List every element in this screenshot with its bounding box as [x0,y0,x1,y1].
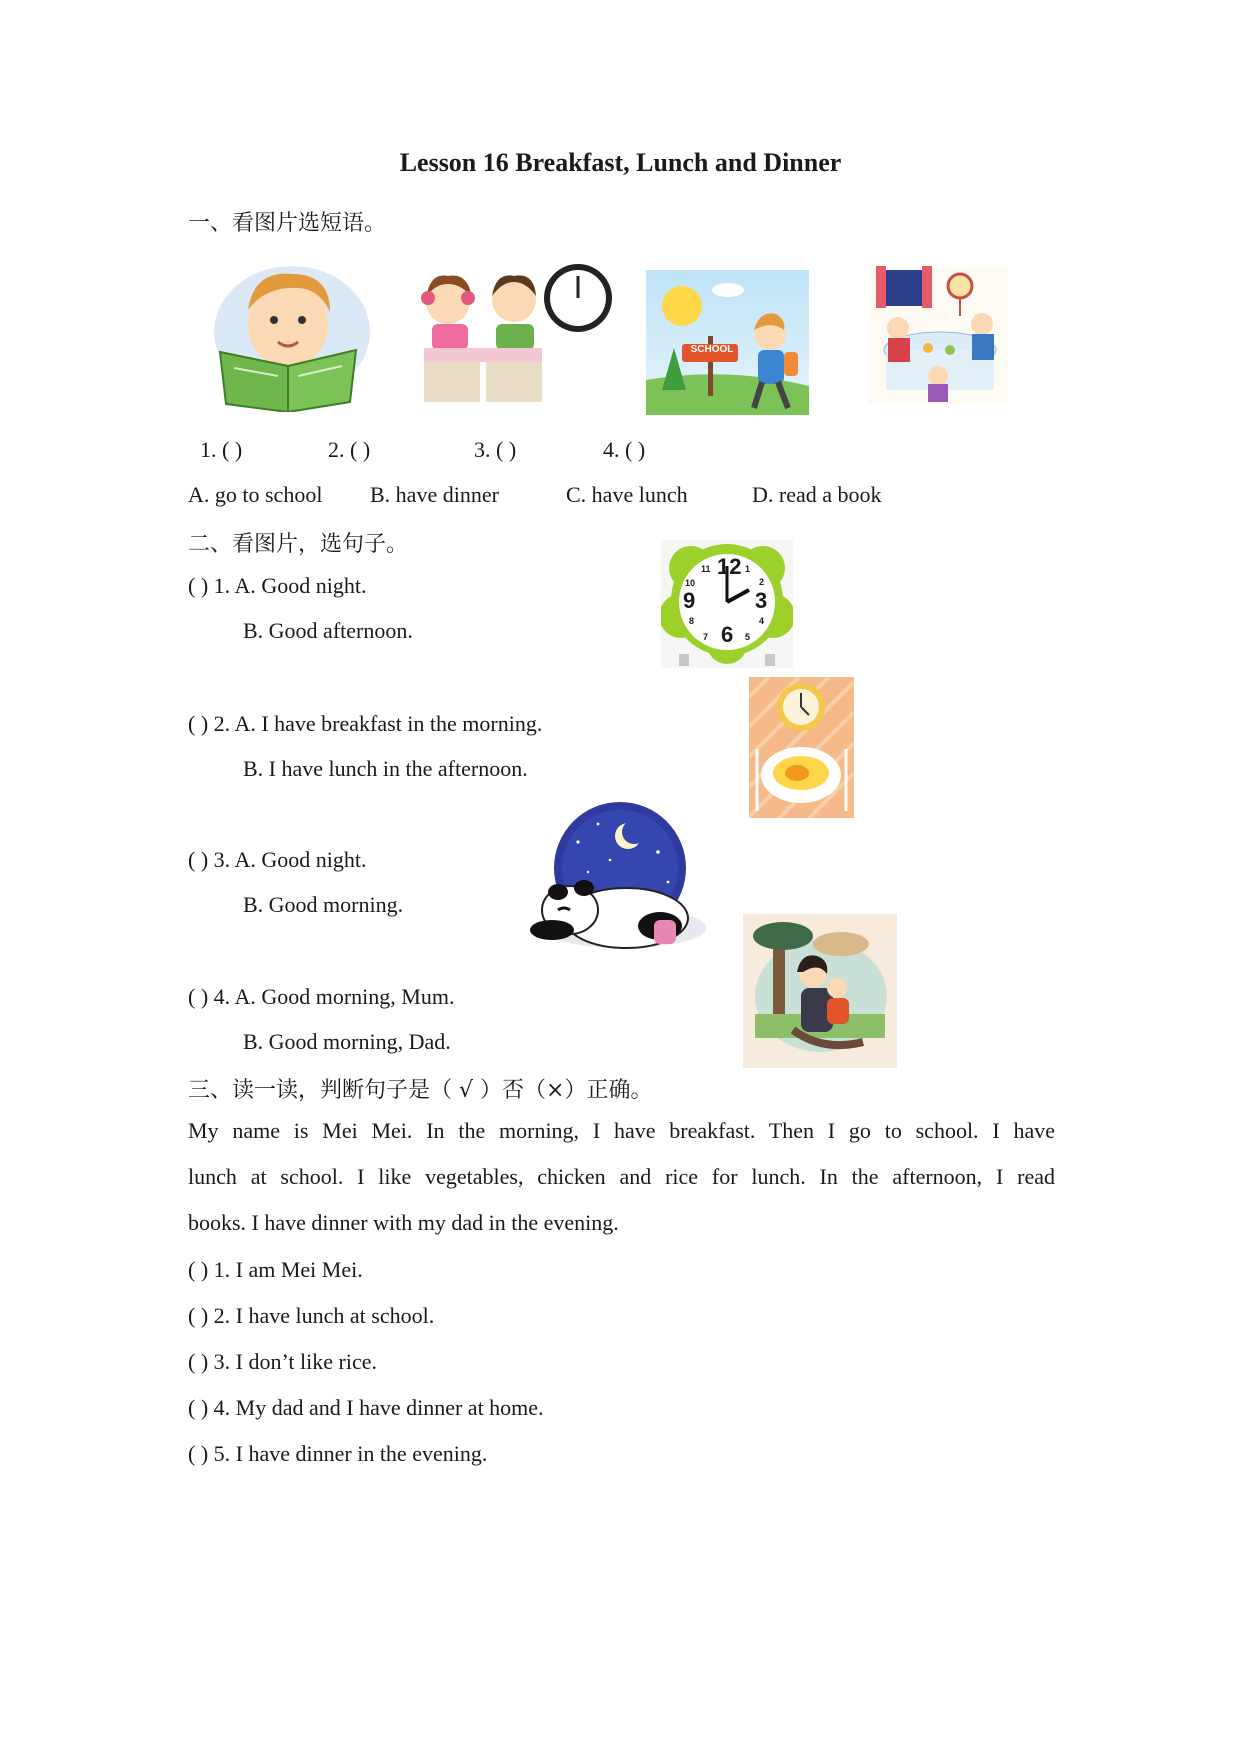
clock-number-9: 9 [683,588,696,613]
part3-item-2[interactable]: ( ) 2. I have lunch at school. [188,1303,435,1328]
part2-item-2-b: B. I have lunch in the afternoon. [243,756,528,781]
clock-number-4: 4 [759,616,765,626]
option-a: A. go to school [188,482,323,507]
clock-number-1: 1 [745,564,751,574]
option-b: B. have dinner [370,482,499,507]
clock-number-12: 12 [717,554,742,579]
part2-item-1-b: B. Good afternoon. [243,618,413,643]
kids-at-desk-with-clock-icon [418,262,614,412]
part2-item-3-b: B. Good morning. [243,892,404,917]
part2-item-4-a[interactable]: ( ) 4. A. Good morning, Mum. [188,984,455,1009]
option-d: D. read a book [752,482,882,507]
part2-item-2-a[interactable]: ( ) 2. A. I have breakfast in the morning. [188,711,543,736]
part2-item-3-a[interactable]: ( ) 3. A. Good night. [188,847,367,872]
part3-item-3[interactable]: ( ) 3. I don’t like rice. [188,1349,377,1374]
part1-blank-1[interactable]: 1. ( ) [200,437,243,462]
clock-number-6: 6 [721,622,734,647]
page-title: Lesson 16 Breakfast, Lunch and Dinner [399,148,842,177]
part2-item-1-a[interactable]: ( ) 1. A. Good night. [188,573,367,598]
mother-child-icon [743,914,897,1068]
alarm-clock-icon [661,540,793,668]
part2-heading: 二、看图片，选句子。 [188,532,409,557]
part1-blank-4[interactable]: 4. ( ) [603,437,646,462]
breakfast-plate-icon [749,677,854,818]
clock-number-2: 2 [759,577,765,587]
part1-blank-3[interactable]: 3. ( ) [474,437,517,462]
clock-number-5: 5 [745,632,751,642]
option-c: C. have lunch [566,482,688,507]
part1-heading: 一、看图片选短语。 [188,211,387,236]
passage-line-3: books. I have dinner with my dad in the evening. [188,1210,619,1235]
passage-line-2: lunch at school. I like vegetables, chicken and rice for lunch. In the afternoon, I read [188,1164,1055,1189]
part2-item-4-b: B. Good morning, Dad. [243,1029,451,1054]
part3-item-4[interactable]: ( ) 4. My dad and I have dinner at home. [188,1395,544,1420]
part3-heading: 三、读一读，判断句子是（ √ ）否（×）正确。 [188,1078,653,1103]
family-dinner-icon [868,266,1008,404]
part1-blank-2[interactable]: 2. ( ) [328,437,371,462]
part3-item-5[interactable]: ( ) 5. I have dinner in the evening. [188,1441,488,1466]
boy-walking-to-school-icon [646,270,809,415]
clock-number-11: 11 [701,564,711,574]
reading-passage [188,1108,1055,1246]
school-sign: SCHOOL [690,344,734,355]
clock-number-8: 8 [689,616,695,626]
passage-line-1: My name is Mei Mei. In the morning, I have breakfast. Then I go to school. I have [188,1118,1055,1143]
boy-reading-icon [208,262,370,412]
clock-number-7: 7 [703,632,709,642]
part3-item-1[interactable]: ( ) 1. I am Mei Mei. [188,1257,363,1282]
sleeping-panda-icon [528,802,706,956]
clock-number-3: 3 [755,588,768,613]
clock-number-10: 10 [685,578,696,588]
